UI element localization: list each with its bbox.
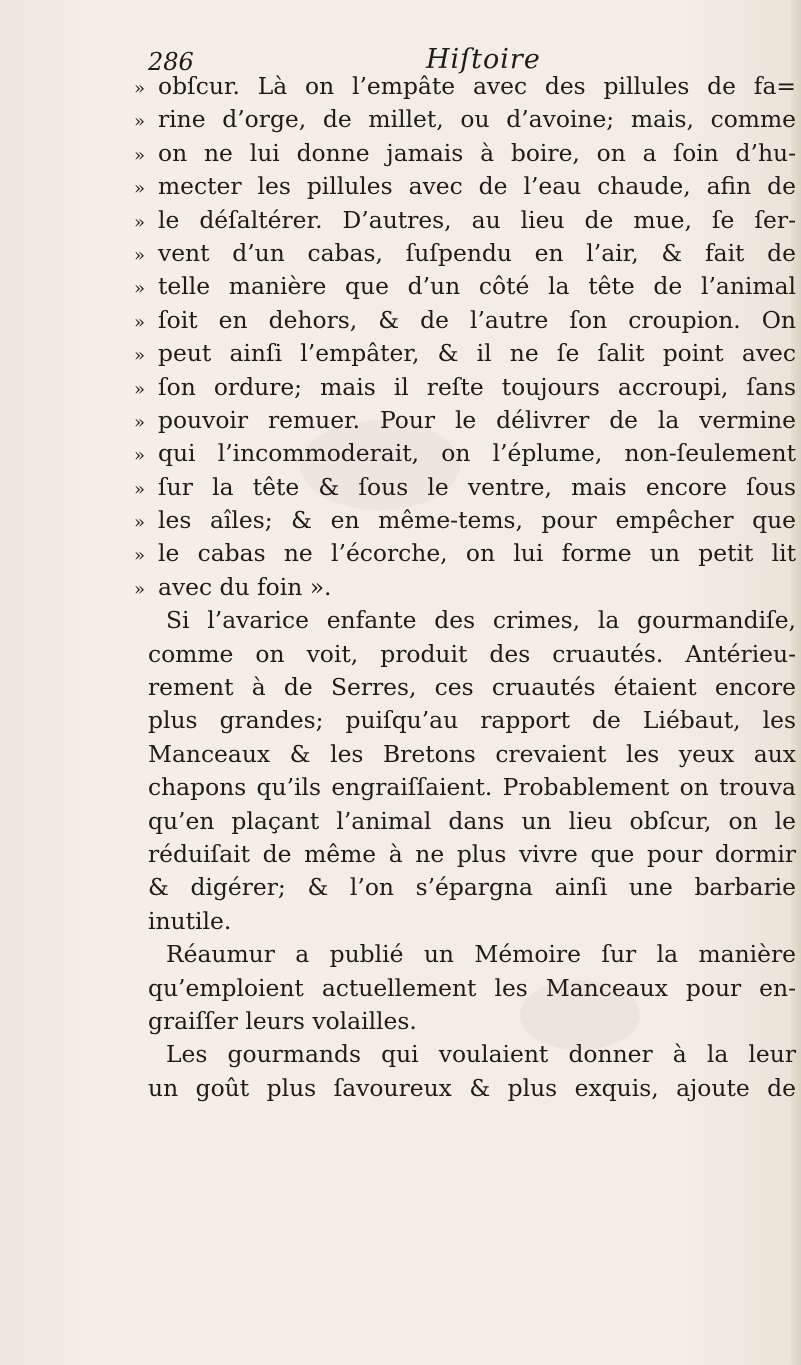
text-line: » ſur la tête & ſous le ventre, mais encore ſous [134,472,796,501]
text-line: » on ne lui donne jamais à boire, on a ſoin d’hu- [134,138,796,167]
text-line: inutile. [148,906,232,935]
text-line: » peut ainſi l’empâter, & il ne ſe ſalit point avec [134,339,796,368]
text-line: » vent d’un cabas, ſuſpendu en l’air, & fait de [134,238,796,267]
running-title: Hiſtoire [426,44,541,75]
text-line: » ſoit en dehors, & de l’autre ſon croupion. On [134,305,796,334]
text-line: » ſon ordure; mais il reſte toujours accroupi, ſans [134,372,796,401]
text-line: rement à de Serres, ces cruautés étaient encore [148,673,796,702]
text-line: Réaumur a publié un Mémoire ſur la manière [166,940,796,969]
text-line: » rine d’orge, de millet, ou d’avoine; mais, comme [134,105,796,134]
text-line: » le cabas ne l’écorche, on lui forme un petit lit [134,539,796,568]
page-number: 286 [148,48,194,76]
text-line: comme on voit, produit des cruautés. Antérieu- [148,639,796,668]
text-line: qu’emploient actuellement les Manceaux pour en- [148,973,796,1002]
text-line: » le déſaltérer. D’autres, au lieu de mue, ſe ſer- [134,205,796,234]
text-line: réduiſait de même à ne plus vivre que pour dormir [148,839,796,868]
text-line: plus grandes; puiſqu’au rapport de Liébaut, les [148,706,796,735]
text-line: » mecter les pillules avec de l’eau chaude, afin de [134,172,796,201]
text-line: » pouvoir remuer. Pour le délivrer de la vermine [134,405,796,434]
text-line: » obſcur. Là on l’empâte avec des pillules de fa= [134,72,796,100]
text-line: Si l’avarice enfante des crimes, la gourmandiſe, [166,606,796,635]
text-line: & digérer; & l’on s’épargna ainſi une barbarie [148,873,796,902]
text-line: » qui l’incommoderait, on l’éplume, non-ſeulement [134,439,796,468]
text-line: » les aîles; & en même-tems, pour empêcher que [134,506,796,535]
text-line: » avec du foin ». [134,572,332,601]
text-line: Les gourmands qui voulaient donner à la leur [166,1040,796,1069]
text-line: qu’en plaçant l’animal dans un lieu obſcur, on le [148,806,796,835]
text-line: graiſſer leurs volailles. [148,1006,417,1035]
body-text [134,70,796,1105]
text-line: » telle manière que d’un côté la tête de l’animal [134,272,796,301]
text-line: Manceaux & les Bretons crevaient les yeux aux [148,739,796,768]
text-line: un goût plus ſavoureux & plus exquis, ajoute de [148,1073,796,1102]
text-line: chapons qu’ils engraiſſaient. Probablement on trouva [148,773,796,802]
